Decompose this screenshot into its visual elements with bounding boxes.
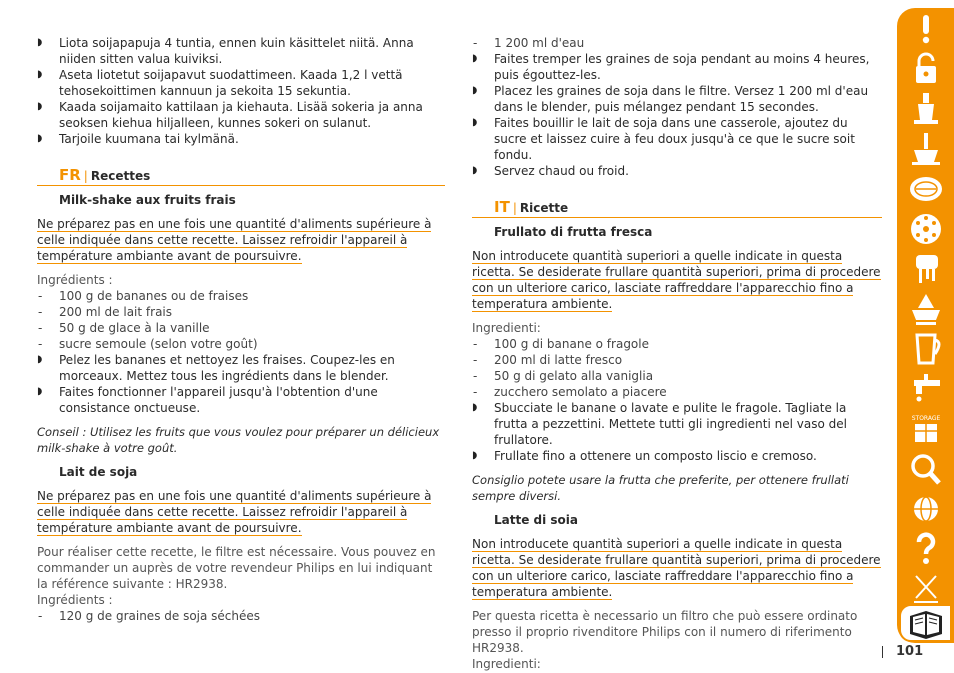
tip-it: Consiglio potete usare la frutta che preferite, per ottenere frullati sempre diversi. (472, 473, 849, 503)
page-number: 101 (896, 644, 924, 659)
right-column (472, 35, 882, 672)
tap-icon[interactable] (897, 370, 954, 408)
ingredient-item: - 200 ml de lait frais (37, 304, 445, 320)
recipe-step: ◗ Placez les graines de soja dans le filtre. Versez 1 200 ml d'eau dans le blender, puis mélangez pendant 15 secondes. (472, 83, 882, 115)
blender-blade-icon[interactable] (897, 130, 954, 168)
recipe-step: ◗ Sbucciate le banane o lavate e pulite le fragole. Tagliate la frutta a pezzettini. Mettete tutti gli ingredienti nel vaso del frullatore. (472, 400, 882, 448)
recipe-step: ◗ Pelez les bananes et nettoyez les fraises. Coupez-les en morceaux. Mettez tous les ingrédients dans le blender. (37, 352, 445, 384)
section-header-fr: FR | Recettes (37, 167, 445, 186)
recipe-step: ◗ Frullate fino a ottenere un composto liscio e cremoso. (472, 448, 882, 464)
section-index-sidebar (897, 8, 954, 643)
section-header-it: IT | Ricette (472, 199, 882, 218)
recipe-step: ◗ Faites bouillir le lait de soja dans une casserole, ajoutez du sucre et laissez cuire à feu doux jusqu'à ce que le sucre soit fondu. (472, 115, 882, 163)
recipe-intro: Per questa ricetta è necessario un filtro che può essere ordinato presso il proprio rivenditore Philips con il numero di riferimento HR2938. (472, 609, 858, 655)
recipe-step: ◗ Faites tremper les graines de soja pendant au moins 4 heures, puis égouttez-les. (472, 51, 882, 83)
warning-it-2: Non introducete quantità superiori a quelle indicate in questa ricetta. Se desiderate frullare quantità superiori, prima di procedere con un ulteriore carico, lasciate raffreddare l'apparecchio fino a temperatura ambiente. (472, 537, 881, 599)
page-number-divider (882, 646, 883, 658)
language-code-it: IT (494, 198, 510, 216)
ingredient-item: - sucre semoule (selon votre goût) (37, 336, 445, 352)
kneading-hook-icon[interactable] (897, 250, 954, 288)
ingredients-label: Ingrédients : (37, 273, 113, 287)
ingredient-item: - 200 ml di latte fresco (472, 352, 882, 368)
fi-step-2: ◗ Aseta liotetut soijapavut suodattimeen. Kaada 1,2 l vettä tehosekoittimen kannuun ja sekoita 15 sekuntia. (37, 67, 445, 99)
fi-step-1: ◗ Liota soijapapuja 4 tuntia, ennen kuin käsittelet niitä. Anna niiden sitten valua kuiviksi. (37, 35, 445, 67)
ingredient-item: - 1 200 ml d'eau (472, 35, 882, 51)
fi-step-3: ◗ Kaada soijamaito kattilaan ja kiehauta. Lisää sokeria ja anna seoksen kiehua hiljalleen, kunnes sokeri on sulanut. (37, 99, 445, 131)
recipe-title-soy-milk: Lait de soja (59, 465, 138, 479)
recipe-intro: Pour réaliser cette recette, le filtre est nécessaire. Vous pouvez en commander un auprès de votre revendeur Philips en lui indiquant la référence suivante : HR2938. (37, 545, 436, 591)
warning-it-1: Non introducete quantità superiori a quelle indicate in questa ricetta. Se desiderate frullare quantità superiori, prima di procedere con un ulteriore carico, lasciate raffreddare l'apparecchio fino a temperatura ambiente. (472, 249, 881, 311)
exclamation-icon[interactable] (897, 10, 954, 48)
jug-icon[interactable] (897, 330, 954, 368)
padlock-icon[interactable] (897, 50, 954, 88)
storage-label: STORAGE (911, 415, 940, 422)
storage-box-icon[interactable] (897, 410, 954, 448)
recipe-book-icon[interactable] (899, 604, 952, 642)
ingredient-item: - 50 g de glace à la vanille (37, 320, 445, 336)
language-code-fr: FR (59, 166, 81, 184)
ingredients-label: Ingredienti: (472, 657, 541, 671)
section-title-fr: Recettes (90, 169, 151, 183)
section-title-it: Ricette (519, 201, 569, 215)
ingredients-label: Ingrédients : (37, 593, 113, 607)
globe-icon[interactable] (897, 490, 954, 528)
question-mark-icon[interactable] (897, 530, 954, 568)
tip-fr: Conseil : Utilisez les fruits que vous voulez pour préparer un délicieux milk-shake à votre goût. (37, 425, 440, 455)
recipe-step: ◗ Faites fonctionner l'appareil jusqu'à l'obtention d'une consistance onctueuse. (37, 384, 445, 416)
warning-fr-1: Ne préparez pas en une fois une quantité d'aliments supérieure à celle indiquée dans cette recette. Laissez refroidir l'appareil à température ambiante avant de poursuivre. (37, 217, 432, 263)
ingredient-item: - zucchero semolato a piacere (472, 384, 882, 400)
recipe-title-milkshake: Milk-shake aux fruits frais (59, 193, 236, 207)
ingredient-item: - 50 g di gelato alla vaniglia (472, 368, 882, 384)
cross-icon[interactable] (897, 570, 954, 608)
ingredient-item: - 100 g de bananes ou de fraises (37, 288, 445, 304)
magnifier-icon[interactable] (897, 450, 954, 488)
fi-step-4: ◗ Tarjoile kuumana tai kylmänä. (37, 131, 445, 147)
ingredient-item: - 120 g de graines de soja séchées (37, 608, 445, 624)
warning-fr-2: Ne préparez pas en une fois une quantité d'aliments supérieure à celle indiquée dans cette recette. Laissez refroidir l'appareil à température ambiante avant de poursuivre. (37, 489, 432, 535)
recipe-step: ◗ Servez chaud ou froid. (472, 163, 882, 179)
citrus-press-icon[interactable] (897, 290, 954, 328)
ingredients-label: Ingredienti: (472, 321, 541, 335)
grating-disc-icon[interactable] (897, 210, 954, 248)
recipe-title-latte-soia: Latte di soia (494, 513, 579, 527)
blender-icon[interactable] (897, 90, 954, 128)
slicing-disc-icon[interactable] (897, 170, 954, 208)
left-column (37, 35, 445, 624)
ingredient-item: - 100 g di banane o fragole (472, 336, 882, 352)
recipe-title-frullato: Frullato di frutta fresca (494, 225, 653, 239)
